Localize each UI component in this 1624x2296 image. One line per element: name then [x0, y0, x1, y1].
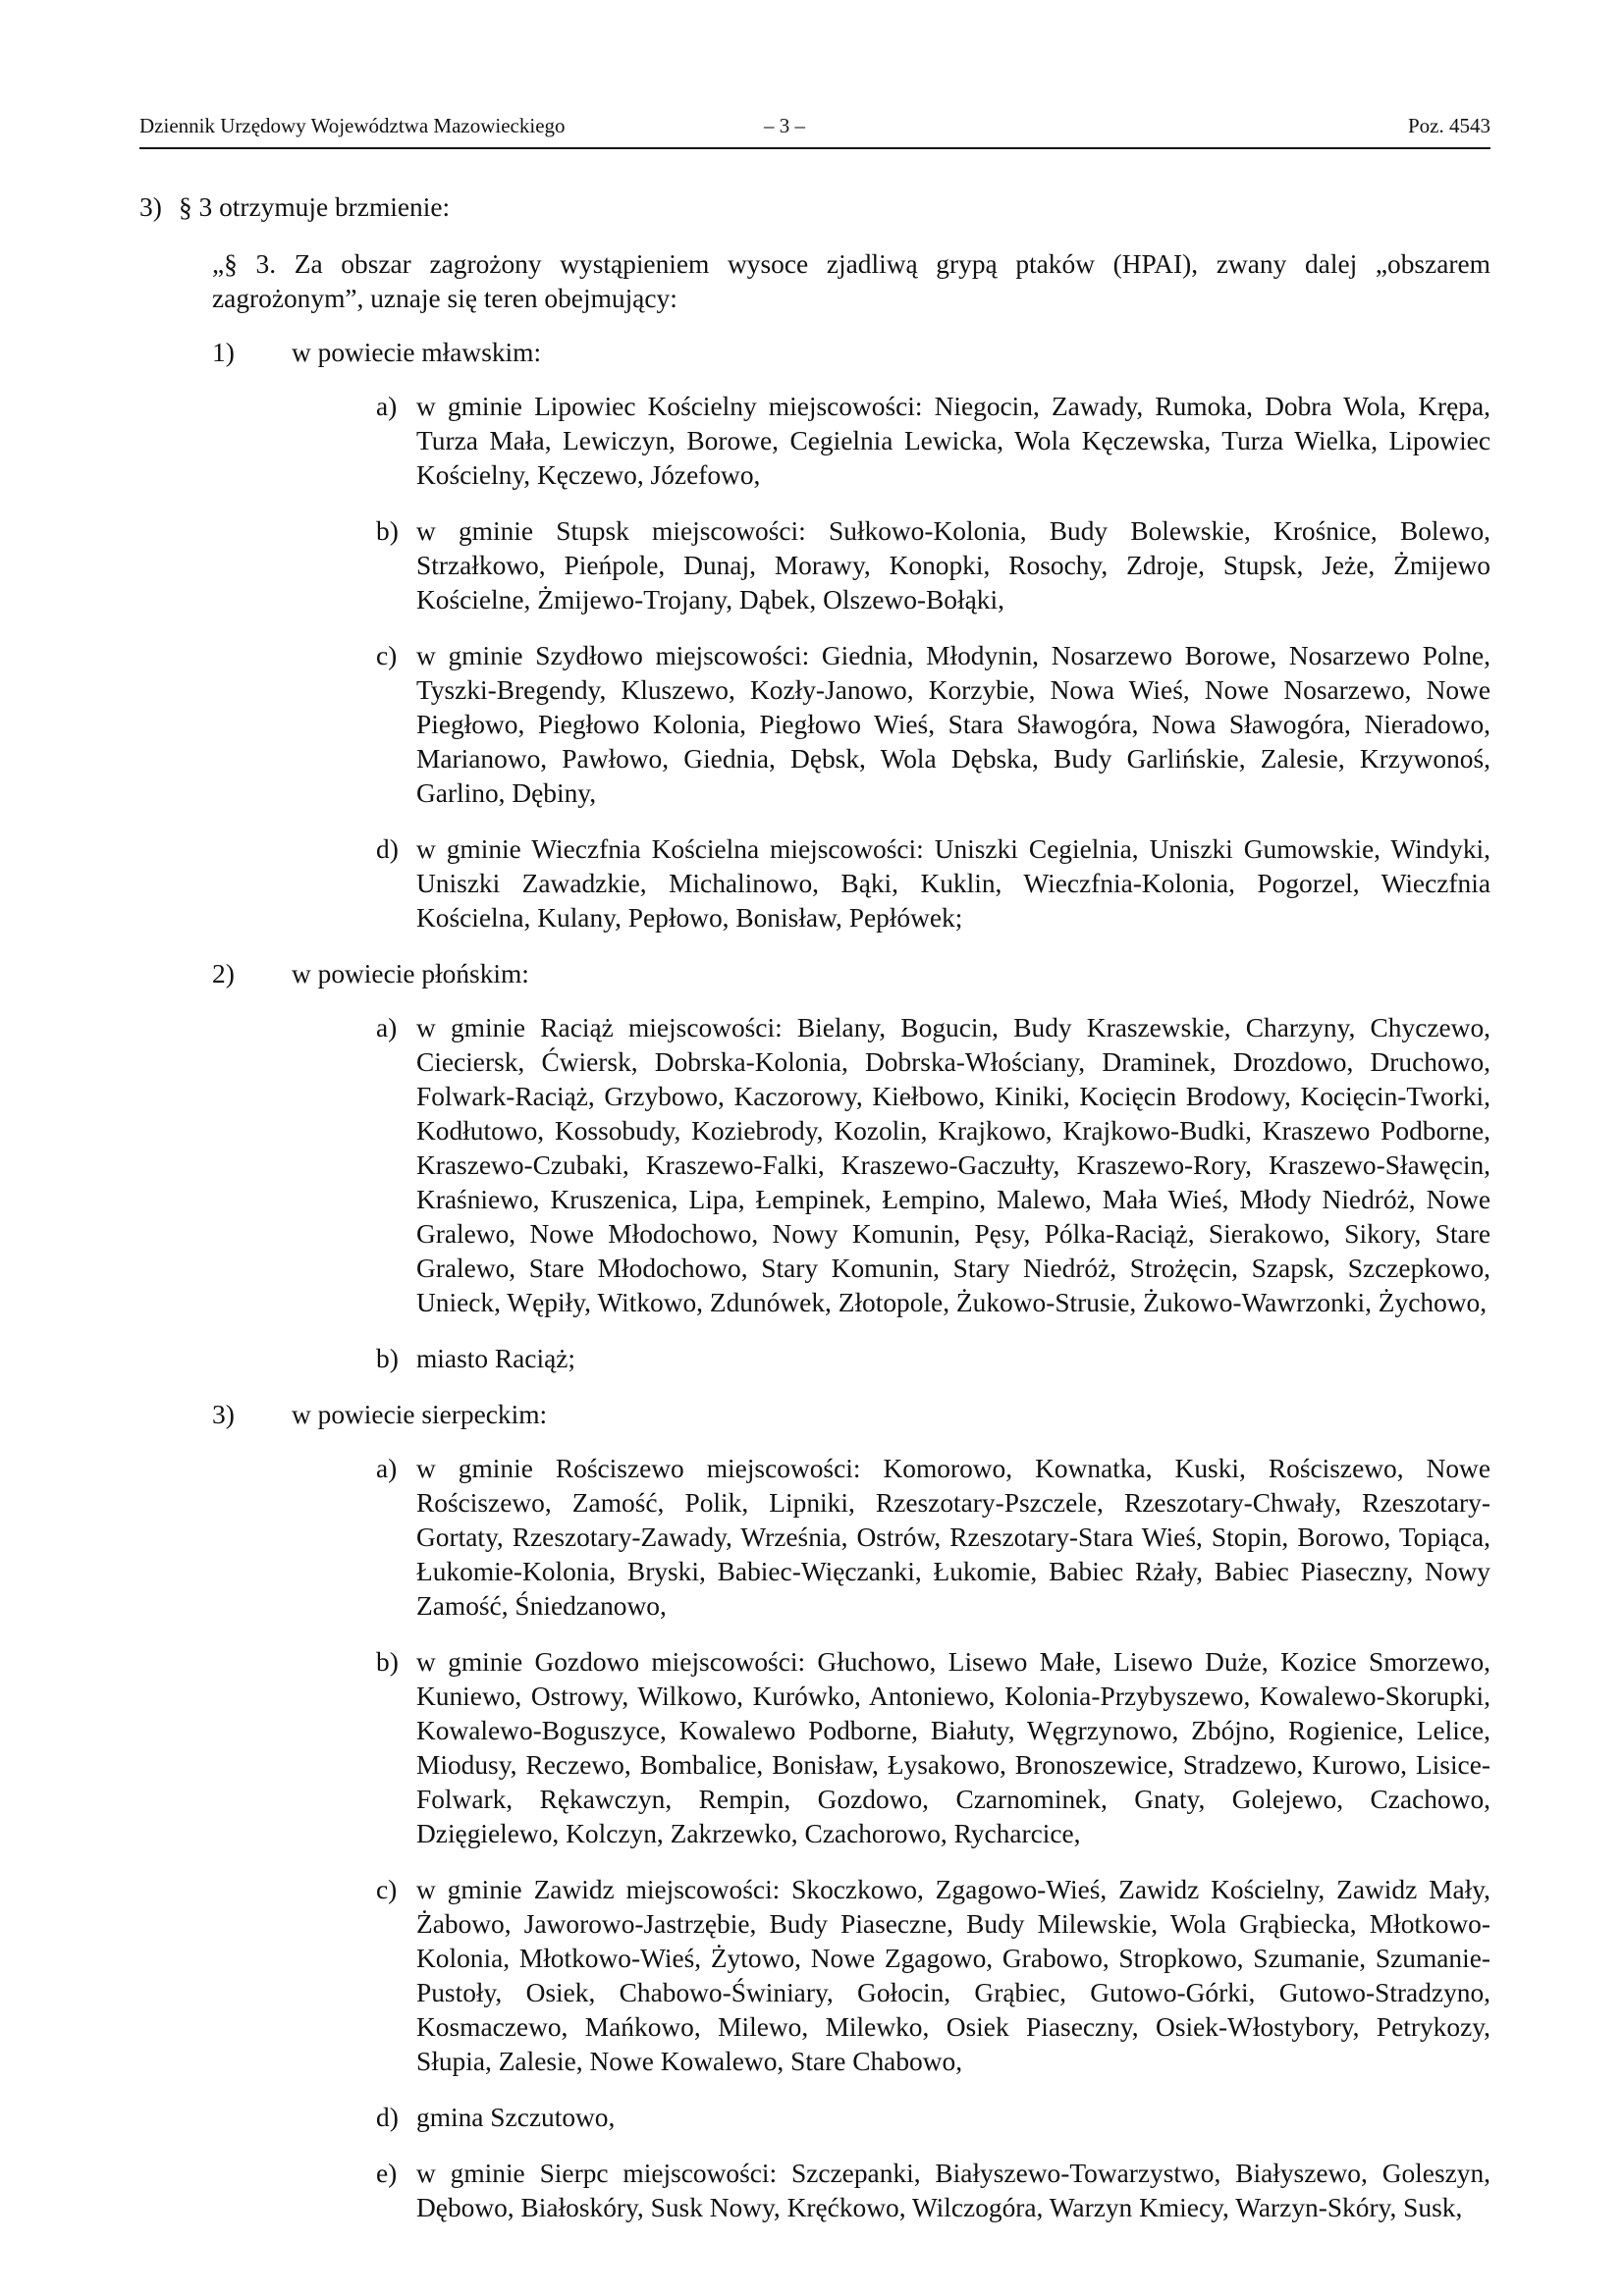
item-text: w gminie Rościszewo miejscowości: Komorowo, Kownatka, Kuski, Rościszewo, Nowe Rościszewo, Zamość, Polik, Lipniki, Rzeszotary-Pszczele, Rzeszotary-Chwały, Rzeszotary-Gortaty, Rzeszotary-Zawady, Września, Ostrów, Rzeszotary-Stara Wieś, Stopin, Borowo, Topiąca, Łukomie-Kolonia, Bryski, Babiec-Więczanki, Łukomie, Babiec Rżały, Babiec Piaseczny, Nowy Zamość, Śniedzanowo, — [416, 1454, 1490, 1621]
item-text: w gminie Stupsk miejscowości: Sułkowo-Kolonia, Budy Bolewskie, Krośnice, Bolewo, Strzałkowo, Pieńpole, Dunaj, Morawy, Konopki, Rosochy, Zdroje, Stupsk, Jeże, Żmijewo Kościelne, Żmijewo-Trojany, Dąbek, Olszewo-Bołąki, — [416, 516, 1490, 614]
item-text: gmina Szczutowo, — [416, 2103, 616, 2132]
section-number: 3) — [212, 1400, 235, 1429]
item-label: c) — [376, 641, 398, 670]
list-item — [279, 1452, 1490, 1624]
amendment-number: 3) — [139, 192, 162, 222]
item-text: w gminie Zawidz miejscowości: Skoczkowo, Zgagowo-Wieś, Zawidz Kościelny, Zawidz Mały, Żabowo, Jaworowo-Jastrzębie, Budy Piaseczne, Budy Milewskie, Wola Grąbiecka, Młotkowo-Kolonia, Młotkowo-Wieś, Żytowo, Nowe Zgagowo, Grabowo, Stropkowo, Szumanie, Szumanie-Pustoły, Osiek, Chabowo-Świniary, Gołocin, Grąbiec, Gutowo-Górki, Gutowo-Stradzyno, Kosmaczewo, Mańkowo, Milewo, Milewko, Osiek Piaseczny, Osiek-Włostybory, Petrykozy, Słupia, Zalesie, Nowe Kowalewo, Stare Chabowo, — [416, 1875, 1490, 2076]
item-label: b) — [376, 1647, 399, 1677]
item-text: w gminie Sierpc miejscowości: Szczepanki, Białyszewo-Towarzystwo, Białyszewo, Goleszyn, Dębowo, Białoskóry, Susk Nowy, Kręćkowo, Wilczogóra, Warzyn Kmiecy, Warzyn-Skóry, Susk, — [416, 2159, 1490, 2222]
amendment-text: § 3 otrzymuje brzmienie: — [179, 192, 451, 222]
list-item — [279, 1011, 1490, 1320]
item-label: c) — [376, 1875, 398, 1904]
page-number: – 3 – — [764, 114, 805, 137]
item-text: w gminie Gozdowo miejscowości: Głuchowo, Lisewo Małe, Lisewo Duże, Kozice Smorzewo, Kuniewo, Ostrowy, Wilkowo, Kurówko, Antoniewo, Kolonia-Przybyszewo, Kowalewo-Skorupki, Kowalewo-Boguszyce, Kowalewo Podborne, Białuty, Węgrzynowo, Zbójno, Rogienice, Lelice, Miodusy, Reczewo, Bombalice, Bonisław, Łysakowo, Bronoszewice, Stradzewo, Kurowo, Lisice-Folwark, Rękawczyn, Rempin, Gozdowo, Czarnominek, Gnaty, Golejewo, Czachowo, Dzięgielewo, Kolczyn, Zakrzewko, Czachorowo, Rycharcice, — [416, 1647, 1490, 1848]
section-number: 2) — [212, 959, 235, 988]
section-heading — [139, 1398, 1490, 1432]
document-body — [139, 190, 1490, 2247]
item-text: w gminie Wieczfnia Kościelna miejscowości: Uniszki Cegielnia, Uniszki Gumowskie, Windyki, Uniszki Zawadzkie, Michalinowo, Bąki, Kuklin, Wieczfnia-Kolonia, Pogorzel, Wieczfnia Kościelna, Kulany, Pepłowo, Bonisław, Pepłówek; — [416, 834, 1490, 933]
item-label: e) — [376, 2159, 398, 2188]
list-item — [279, 1873, 1490, 2079]
section-title: w powiecie płońskim: — [292, 959, 529, 988]
page-header — [139, 110, 1490, 149]
list-item — [279, 2101, 1490, 2135]
list-item — [279, 2157, 1490, 2225]
section-heading — [139, 957, 1490, 991]
item-label: d) — [376, 2103, 399, 2132]
list-item — [279, 390, 1490, 493]
journal-title: Dziennik Urzędowy Województwa Mazowieckiego — [139, 114, 566, 137]
section-title: w powiecie mławskim: — [292, 338, 542, 367]
list-item — [279, 639, 1490, 811]
item-label: a) — [376, 392, 398, 421]
section-title: w powiecie sierpeckim: — [292, 1400, 548, 1429]
quoted-paragraph: „§ 3. Za obszar zagrożony wystąpieniem wysoce zjadliwą grypą ptaków (HPAI), zwany dalej „obszarem zagrożonym”, uznaje się teren obejmujący: — [212, 249, 1490, 313]
list-item — [279, 1342, 1490, 1376]
list-item — [279, 1645, 1490, 1851]
item-label: b) — [376, 516, 399, 546]
item-text: w gminie Raciąż miejscowości: Bielany, Bogucin, Budy Kraszewskie, Charzyny, Chyczewo, Cieciersk, Ćwiersk, Dobrska-Kolonia, Dobrska-Włościany, Draminek, Drozdowo, Druchowo, Folwark-Raciąż, Grzybowo, Kaczorowy, Kiełbowo, Kiniki, Kocięcin Brodowy, Kocięcin-Tworki, Kodłutowo, Kossobudy, Koziebrody, Kozolin, Krajkowo, Krajkowo-Budki, Kraszewo Podborne, Kraszewo-Czubaki, Kraszewo-Falki, Kraszewo-Gaczułty, Kraszewo-Rory, Kraszewo-Sławęcin, Kraśniewo, Kruszenica, Lipa, Łempinek, Łempino, Malewo, Mała Wieś, Młody Niedróż, Nowe Gralewo, Nowe Młodochowo, Nowy Komunin, Pęsy, Pólka-Raciąż, Sierakowo, Sikory, Stare Gralewo, Stare Młodochowo, Stary Komunin, Stary Niedróż, Strożęcin, Szapsk, Szczepkowo, Unieck, Wępiły, Witkowo, Zdunówek, Złotopole, Żukowo-Strusie, Żukowo-Wawrzonki, Żychowo, — [416, 1013, 1490, 1317]
section-number: 1) — [212, 338, 235, 367]
item-label: b) — [376, 1344, 399, 1373]
amendment-item — [139, 190, 1490, 225]
item-text: w gminie Lipowiec Kościelny miejscowości: Niegocin, Zawady, Rumoka, Dobra Wola, Krępa, Turza Mała, Lewiczyn, Borowe, Cegielnia Lewicka, Wola Kęczewska, Turza Wielka, Lipowiec Kościelny, Kęczewo, Józefowo, — [416, 392, 1490, 490]
position-number: Poz. 4543 — [1408, 114, 1490, 137]
list-item — [279, 514, 1490, 617]
section-heading — [139, 336, 1490, 370]
item-label: d) — [376, 834, 399, 864]
item-label: a) — [376, 1013, 398, 1042]
list-item — [279, 832, 1490, 935]
item-label: a) — [376, 1454, 398, 1483]
item-text: miasto Raciąż; — [416, 1344, 576, 1373]
item-text: w gminie Szydłowo miejscowości: Giednia, Młodynin, Nosarzewo Borowe, Nosarzewo Polne, Tyszki-Bregendy, Kluszewo, Kozły-Janowo, Korzybie, Nowa Wieś, Nowe Nosarzewo, Nowe Piegłowo, Piegłowo Kolonia, Piegłowo Wieś, Stara Sławogóra, Nowa Sławogóra, Nieradowo, Marianowo, Pawłowo, Giednia, Dębsk, Wola Dębska, Budy Garlińskie, Zalesie, Krzywonoś, Garlino, Dębiny, — [416, 641, 1490, 808]
